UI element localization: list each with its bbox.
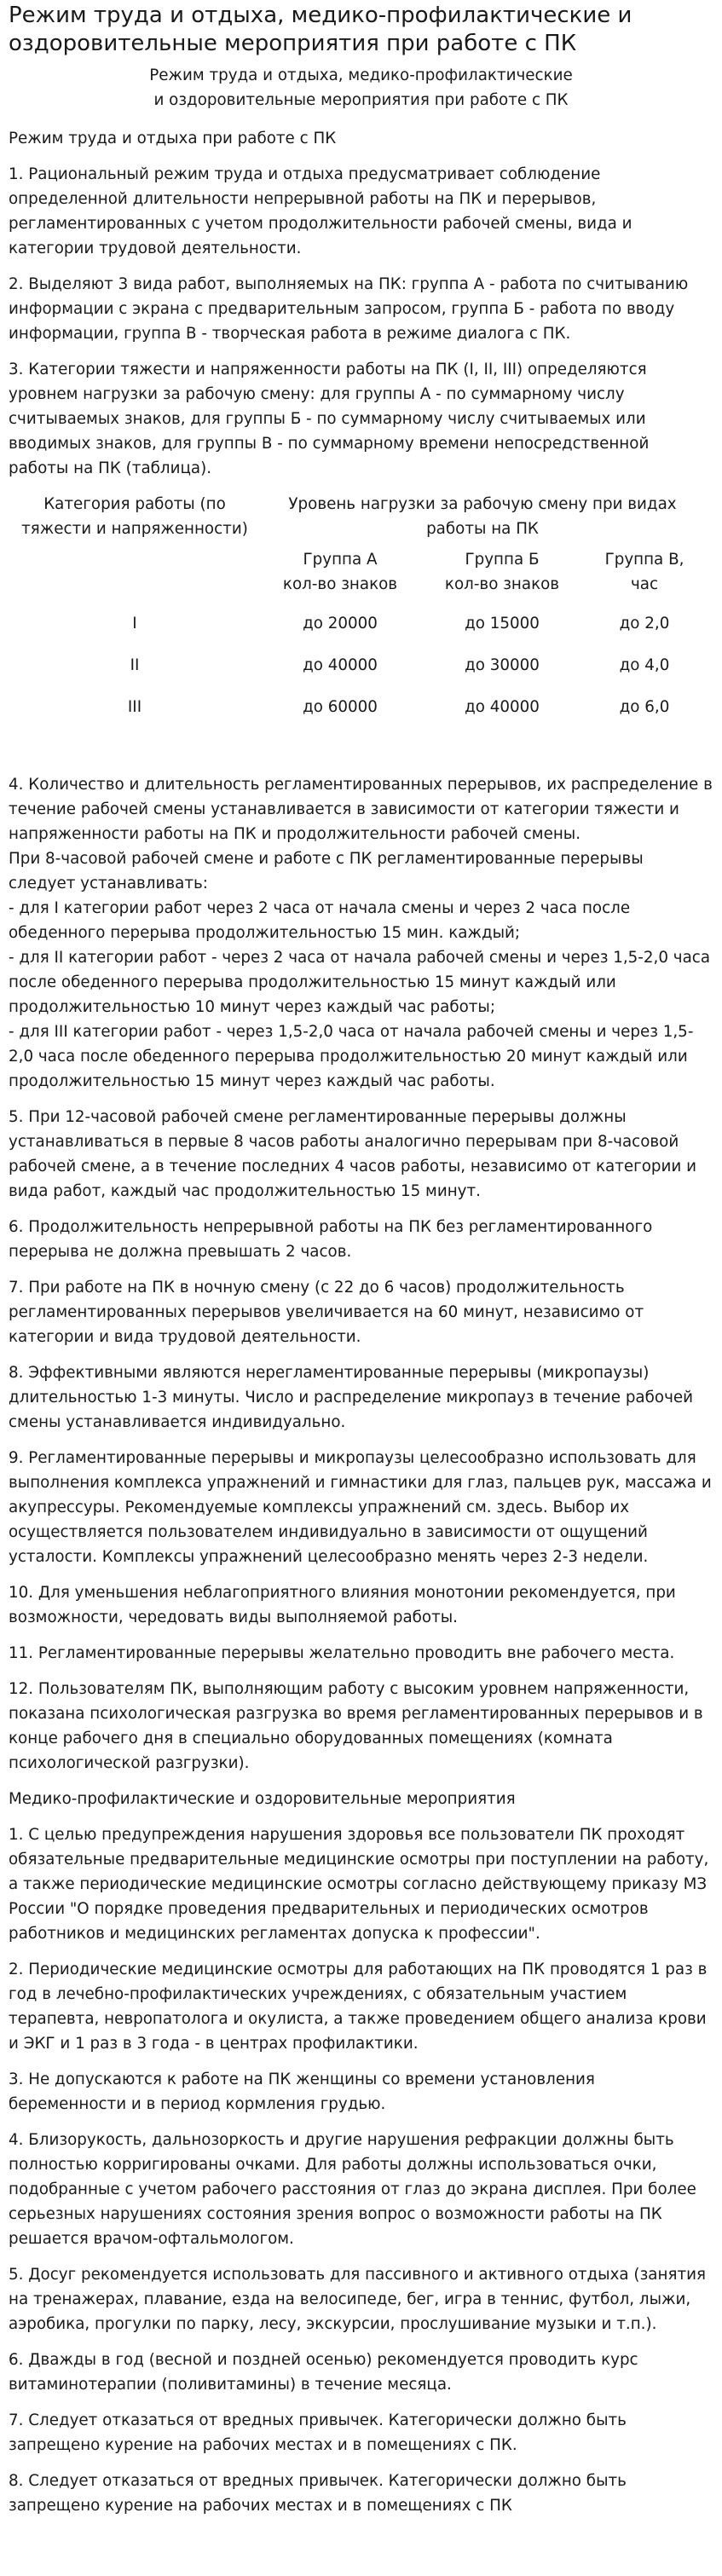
subheader-line: кол-во знаков [282,575,398,593]
paragraph-11: 11. Регламентированные перерывы желательно проводить вне рабочего места. [9,1644,675,1662]
table-cell-empty [9,541,261,603]
paragraph-5: 5. При 12-часовой рабочей смене регламентированные перерывы должны устанавливаться в первые 8 часов работы аналогично перерывам при 8-часовой рабочей смене, а в течение последних 4 часов работы, независимо от категории и вида работ, каждый час продолжительностью 15 минут. [9,1108,696,1200]
paragraph-8: 8. Эффективными являются нерегламентированные перерывы (микропаузы) длительностью 1-3 минуты. Число и распределение микропауз в течение рабочей смены устанавливается индивидуально. [9,1364,694,1431]
subheader-line: Группа Б [465,551,540,569]
subtitle-line: Режим труда и отдыха, медико-профилактические [149,66,573,84]
section-heading-medical: Медико-профилактические и оздоровительные мероприятия [9,1790,516,1808]
medical-paragraph-6: 6. Дважды в год (весной и поздней осенью) рекомендуется проводить курс витаминотерапии (поливитамины) в течение месяца. [9,2351,638,2394]
paragraph-10: 10. Для уменьшения неблагоприятного влияния монотонии рекомендуется, при возможности, чередовать виды выполняемой работы. [9,1584,676,1626]
paragraph-9: 9. Регламентированные перерывы и микропаузы целесообразно использовать для выполнения комплекса упражнений и гимнастики для глаз, пальцев рук, массажа и акупрессуры. Рекомендуемые комплексы упражнений см. здесь. Выбор их осуществляется пользователем индивидуально в зависимости от ощущений усталости. Комплексы упражнений целесообразно менять через 2-3 недели. [9,1449,712,1566]
subheader-line: час [630,575,659,593]
paragraph-4-rule: При 8-часовой рабочей смене и работе с ПК регламентированные перерывы следует устанавливать: [9,850,644,892]
table-subheader-group-c [585,541,704,603]
table-subheader-group-b [419,541,585,603]
table-cell-group-b: до 15000 [465,615,540,632]
page-title: Режим труда и отдыха, медико-профилактические и оздоровительные мероприятия при работе с ПК [9,3,632,56]
medical-paragraph-8: 8. Следует отказаться от вредных привычек. Категорически должно быть запрещено курение на рабочих местах и в помещениях с ПК [9,2472,627,2515]
medical-paragraph-7: 7. Следует отказаться от вредных привычек. Категорически должно быть запрещено курение на рабочих местах и в помещениях с ПК. [9,2411,627,2454]
paragraph-1: 1. Рациональный режим труда и отдыха предусматривает соблюдение определенной длительности непрерывной работы на ПК и перерывов, регламентированных с учетом продолжительности рабочей смены, вида и категории трудовой деятельности. [9,165,632,257]
subtitle-line: и оздоровительные мероприятия при работе с ПК [153,91,569,109]
medical-paragraph-4: 4. Близорукость, дальнозоркость и другие нарушения рефракции должны быть полностью корригированы очками. Для работы должны использоваться очки, подобранные с учетом рабочего расстояния от глаз до экрана дисплея. При более серьезных нарушениях состояния зрения вопрос о возможности работы на ПК решается врачом-офтальмологом. [9,2131,696,2248]
table-cell-group-a: до 60000 [303,698,378,716]
medical-paragraph-2: 2. Периодические медицинские осмотры для работающих на ПК проводятся 1 раз в год в лечебно-профилактических учреждениях, с обязательным участием терапевта, невропатолога и окулиста, а также проведением общего анализа крови и ЭКГ и 1 раз в 3 года - в центрах профилактики. [9,1961,708,2053]
table-cell-group-c: до 2,0 [619,615,670,632]
paragraph-4-item: - для I категории работ через 2 часа от начала смены и через 2 часа после обеденного перерыва продолжительностью 15 мин. каждый; [9,899,631,942]
paragraph-4 [9,772,713,1094]
paragraph-7: 7. При работе на ПК в ночную смену (с 22 до 6 часов) продолжительность регламентированных перерывов увеличивается на 60 минут, независимо от категории и вида трудовой деятельности. [9,1279,644,1346]
medical-paragraph-1: 1. С целью предупреждения нарушения здоровья все пользователи ПК проходят обязательные предварительные медицинские осмотры при поступлении на работу, а также периодические медицинские осмотры согласно действующему приказу МЗ России "О порядке проведения предварительных и периодических осмотров работников и медицинских регламентах допуска к профессии". [9,1826,709,1943]
paragraph-4-item: - для II категории работ - через 2 часа от начала рабочей смены и через 1,5-2,0 часа после обеденного перерыва продолжительностью 15 минут каждый или продолжительностью 10 минут через каждый час работы; [9,949,711,1016]
table-cell-group-c: до 6,0 [619,698,670,716]
table-cell-category: III [127,698,142,716]
table-cell-category: I [132,615,137,632]
table-cell-group-a: до 20000 [303,615,378,632]
table-subheader-group-a [261,541,419,603]
paragraph-4-intro: 4. Количество и длительность регламентированных перерывов, их распределение в течение рабочей смены устанавливается в зависимости от категории тяжести и напряженности работы на ПК и продолжительности рабочей смены. [9,776,713,843]
table-cell-group-b: до 30000 [465,656,540,674]
workload-table [9,492,704,728]
paragraph-12: 12. Пользователям ПК, выполняющим работу с высоким уровнем напряженности, показана психологическая разгрузка во время регламентированных перерывов и в конце рабочего дня в специально оборудованных помещениях (комната психологической разгрузки). [9,1680,703,1772]
paragraph-6: 6. Продолжительность непрерывной работы на ПК без регламентированного перерыва не должна превышать 2 часов. [9,1218,653,1261]
table-row [9,686,704,728]
table-cell-group-c: до 4,0 [619,656,670,674]
table-cell-category: II [130,656,140,674]
table-row [9,644,704,686]
subheader-line: Группа В, [604,551,684,569]
paragraph-3: 3. Категории тяжести и напряженности работы на ПК (I, II, III) определяются уровнем нагрузки за рабочую смену: для группы А - по суммарному числу считываемых знаков, для группы Б - по суммарному числу считываемых или вводимых знаков, для группы В - по суммарному времени непосредственной работы на ПК (таблица). [9,361,650,477]
subheader-line: Группа А [303,551,378,569]
table-cell-group-b: до 40000 [465,698,540,716]
subheader-line: кол-во знаков [444,575,560,593]
table-subheader-row [9,541,704,603]
medical-paragraph-3: 3. Не допускаются к работе на ПК женщины со времени установления беременности и в период кормления грудью. [9,2071,595,2113]
medical-paragraph-5: 5. Досуг рекомендуется использовать для пассивного и активного отдыха (занятия на тренажерах, плавание, езда на велосипеде, бег, игра в теннис, футбол, лыжи, аэробика, прогулки по парку, лесу, экскурсии, прослушивание музыки и т.п.). [9,2266,706,2333]
paragraph-2: 2. Выделяют 3 вида работ, выполняемых на ПК: группа А - работа по считыванию информации с экрана с предварительным запросом, группа Б - работа по вводу информации, группа В - творческая работа в режиме диалога с ПК. [9,275,689,343]
table-cell-group-a: до 40000 [303,656,378,674]
paragraph-4-item: - для III категории работ - через 1,5-2,0 часа от начала рабочей смены и через 1,5-2,0 часа после обеденного перерыва продолжительностью 20 минут каждый или продолжительностью 15 минут через каждый час работы. [9,1023,694,1090]
section-heading-work-rest: Режим труда и отдыха при работе с ПК [9,130,337,147]
table-header-category: Категория работы (по тяжести и напряженности) [21,495,248,538]
subtitle [9,63,713,113]
table-row [9,603,704,644]
table-header-row [9,492,704,541]
table-header-load: Уровень нагрузки за рабочую смену при видах работы на ПК [288,495,677,538]
